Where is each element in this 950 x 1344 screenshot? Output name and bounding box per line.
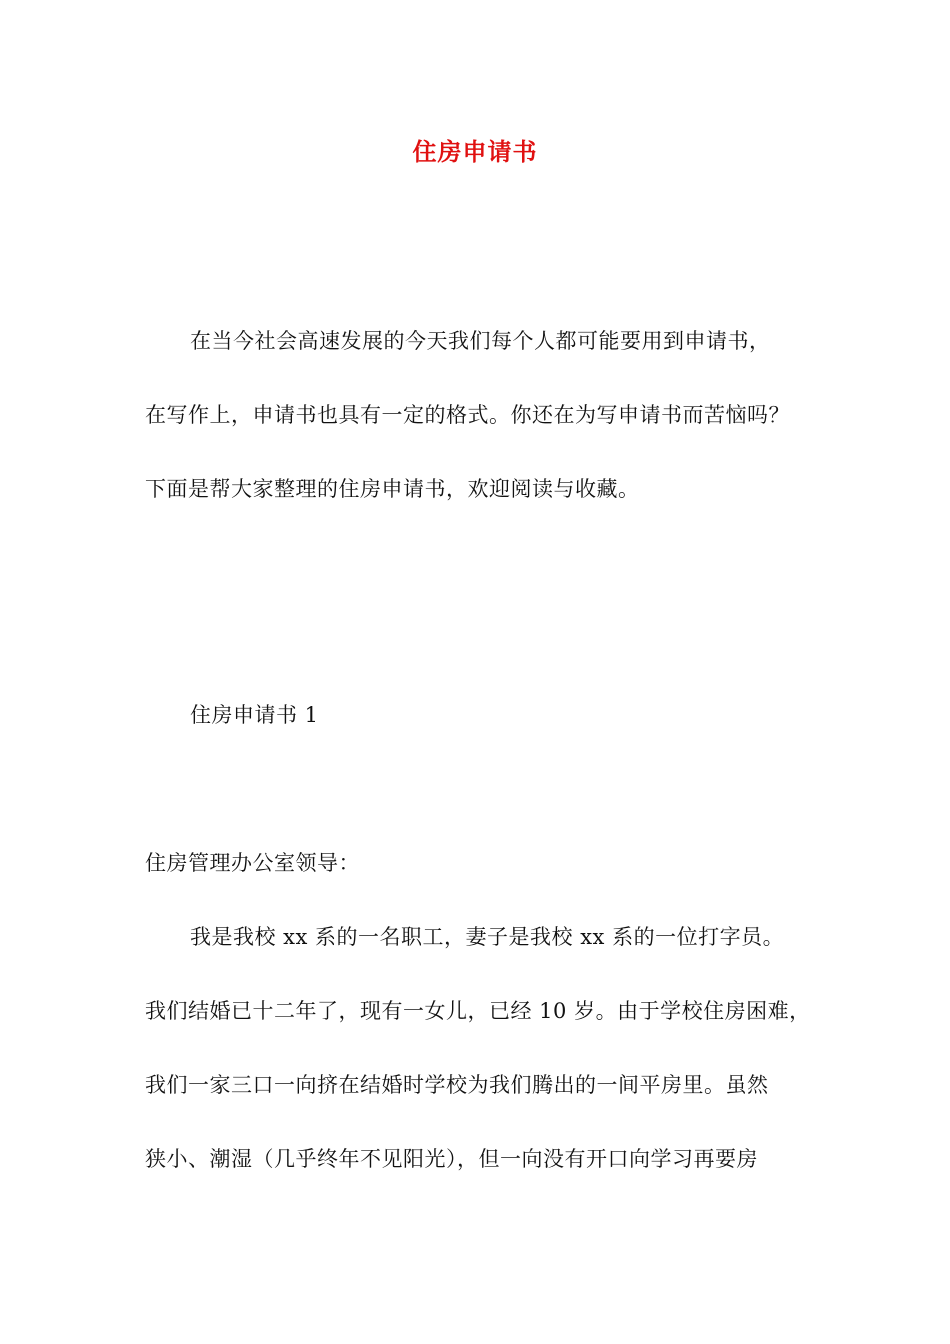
body-line: 我们一家三口一向挤在结婚时学校为我们腾出的一间平房里。虽然 — [145, 1073, 769, 1097]
section-heading: 住房申请书 1 — [190, 703, 319, 727]
intro-line: 在写作上，申请书也具有一定的格式。你还在为写申请书而苦恼吗？ — [145, 403, 790, 427]
salutation: 住房管理办公室领导： — [145, 851, 360, 875]
intro-line: 在当今社会高速发展的今天我们每个人都可能要用到申请书， — [190, 329, 771, 353]
body-line: 我们结婚已十二年了，现有一女儿，已经 10 岁。由于学校住房困难， — [145, 999, 811, 1023]
document-title: 住房申请书 — [412, 137, 538, 166]
body-line: 我是我校 xx 系的一名职工，妻子是我校 xx 系的一位打字员。 — [190, 925, 785, 949]
intro-line: 下面是帮大家整理的住房申请书，欢迎阅读与收藏。 — [145, 477, 640, 501]
body-line: 狭小、潮湿（几乎终年不见阳光），但一向没有开口向学习再要房 — [145, 1147, 758, 1171]
